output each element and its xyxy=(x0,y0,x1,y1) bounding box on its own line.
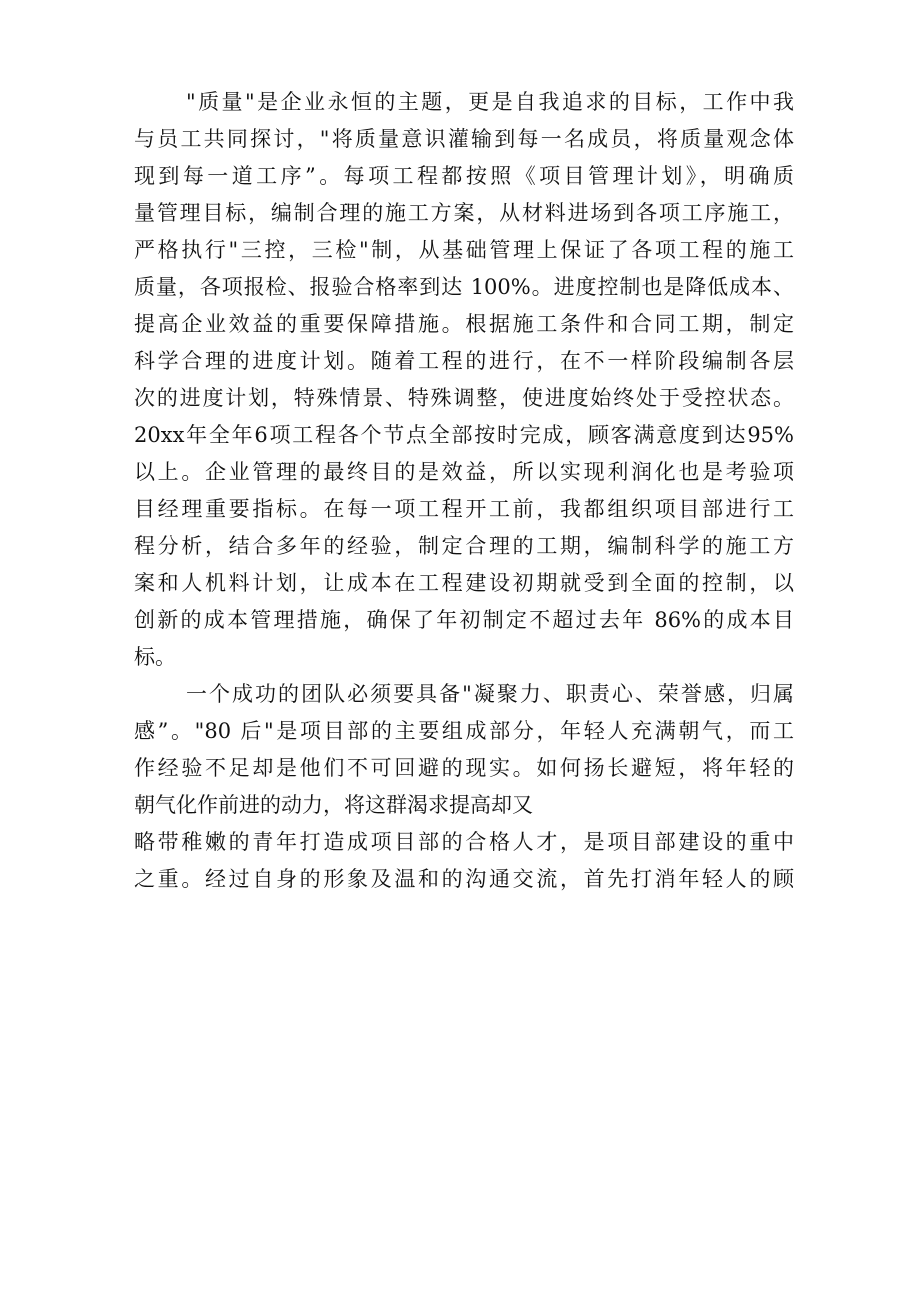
paragraph-1-line-5: 严格执行"三控，三检"制，从基础管理上保证了各项工程的施工 xyxy=(134,238,794,262)
paragraph-2-line-3: 作经验不足却是他们不可回避的现实。如何扬长避短，将年轻的 xyxy=(134,756,794,780)
paragraph-1-line-16: 标。 xyxy=(134,645,176,669)
paragraph-1-line-13: 程分析，结合多年的经验，制定合理的工期，编制科学的施工方 xyxy=(134,534,794,558)
paragraph-1-line-1: "质量"是企业永恒的主题，更是自我追求的目标，工作中我 xyxy=(186,90,794,114)
paragraph-3-line-2: 之重。经过自身的形象及温和的沟通交流，首先打消年轻人的顾 xyxy=(134,867,794,891)
paragraph-1-line-3: 现到每一道工序”。每项工程都按照《项目管理计划》，明确质 xyxy=(134,164,794,188)
paragraph-1-line-8: 科学合理的进度计划。随着工程的进行，在不一样阶段编制各层 xyxy=(134,349,794,373)
paragraph-1-line-4: 量管理目标，编制合理的施工方案，从材料进场到各项工序施工， xyxy=(134,201,794,225)
paragraph-2-line-4: 朝气化作前进的动力，将这群渴求提高却又 xyxy=(134,793,533,817)
paragraph-1-line-6: 质量，各项报检、报验合格率到达 100%。进度控制也是降低成本、 xyxy=(134,275,794,299)
document-body xyxy=(134,84,794,898)
paragraph-3-line-1: 略带稚嫩的青年打造成项目部的合格人才，是项目部建设的重中 xyxy=(134,830,794,854)
paragraph-1-line-9: 次的进度计划，特殊情景、特殊调整，使进度始终处于受控状态。 xyxy=(134,386,794,410)
paragraph-1-line-2: 与员工共同探讨，"将质量意识灌输到每一名成员，将质量观念体 xyxy=(134,127,794,151)
paragraph-1-line-11: 以上。企业管理的最终目的是效益，所以实现利润化也是考验项 xyxy=(134,460,794,484)
paragraph-2-line-2: 感”。"80 后"是项目部的主要组成部分，年轻人充满朝气，而工 xyxy=(134,719,794,743)
paragraph-1-line-7: 提高企业效益的重要保障措施。根据施工条件和合同工期，制定 xyxy=(134,312,794,336)
paragraph-1-line-15: 创新的成本管理措施，确保了年初制定不超过去年 86%的成本目 xyxy=(134,608,794,632)
paragraph-1-line-12: 目经理重要指标。在每一项工程开工前，我都组织项目部进行工 xyxy=(134,497,794,521)
paragraph-1-line-10: 20xx年全年6项工程各个节点全部按时完成，顾客满意度到达95% xyxy=(134,423,794,447)
paragraph-1-line-14: 案和人机料计划，让成本在工程建设初期就受到全面的控制，以 xyxy=(134,571,794,595)
paragraph-2-line-1: 一个成功的团队必须要具备"凝聚力、职责心、荣誉感，归属 xyxy=(186,682,794,706)
